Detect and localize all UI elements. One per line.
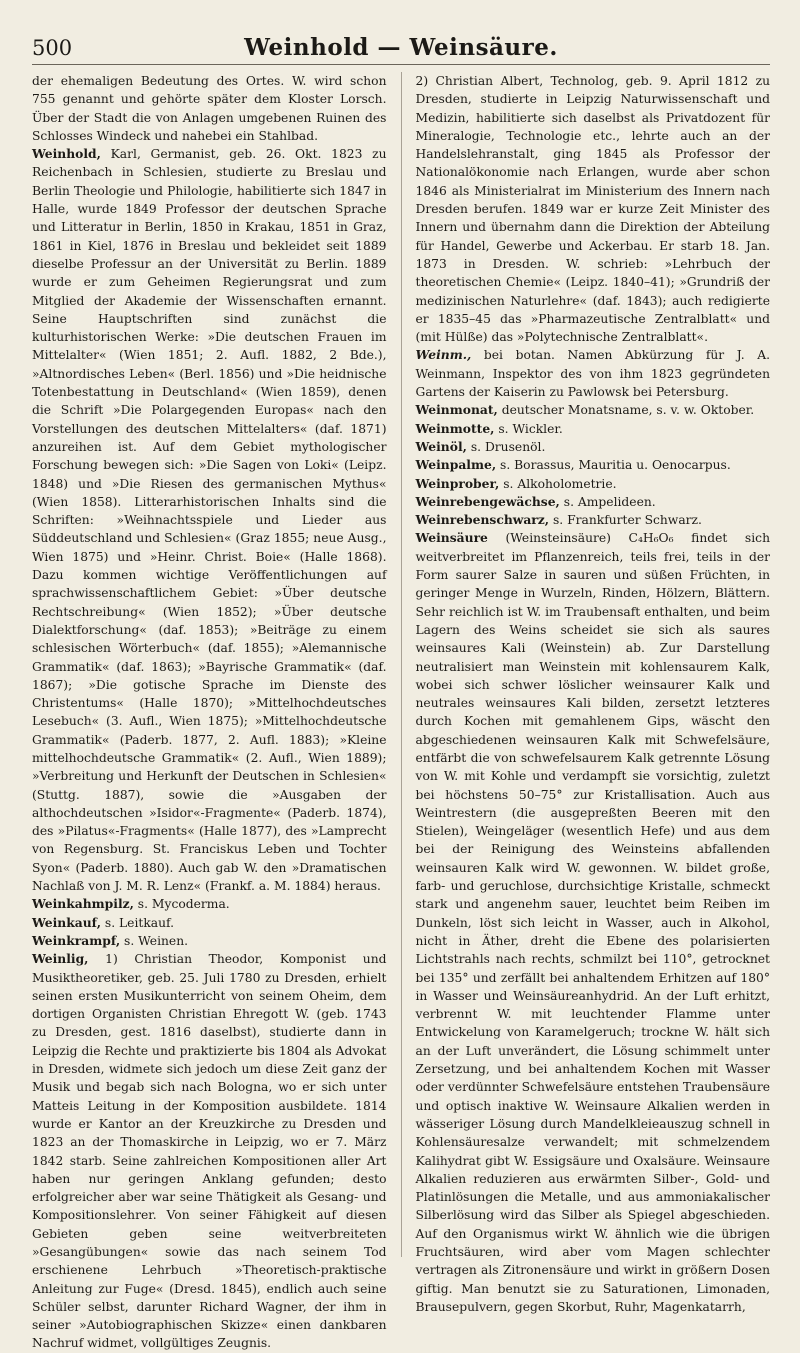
entry-text: bei botan. Namen Abkürzung für J. A. Weinmann, Inspektor des von ihm 1823 gegründeten Gartens der Kaiserin zu Pawlowsk bei Petersburg.: [415, 348, 770, 400]
entry-headword: Weinmonat,: [415, 402, 498, 418]
entry-text: 2) Christian Albert, Technolog, geb. 9. April 1812 zu Dresden, studierte in Leipzig Naturwissenschaft und Medizin, habilitierte sich daselbst als Privatdozent für Mineralogie, Technologie etc., lehrte auch an der Handelslehranstalt, ging 1845 als Professor der Nationalökonomie nach Erlangen, wurde aber schon 1846 als Ministerialrat im Ministerium des Innern nach Dresden berufen. 1849 war er kurze Zeit Minister des Innern und übernahm dann die Direktion der Abteilung für Handel, Gewerbe und Ackerbau. Er starb 18. Jan. 1873 in Dresden. W. schrieb: »Lehrbuch der theoretischen Chemie« (Leipz. 1840–41); »Grundriß der medizinischen Naturlehre« (daf. 1843); auch redigierte er 1835–45 das »Pharmazeutische Zentralblatt« und (mit Hülße) das »Polytechnische Zentralblatt«.: [415, 74, 770, 345]
page-header: [32, 30, 770, 65]
entry-text: s. Wickler.: [494, 421, 563, 436]
entry-text: s. Ampelideen.: [559, 494, 656, 509]
entry-headword: Weinsäure: [415, 530, 488, 546]
entry-abbreviation: Weinm.,: [415, 347, 472, 363]
dictionary-entry: [416, 346, 771, 401]
dictionary-entry: [416, 438, 771, 456]
dictionary-entry: [416, 493, 771, 511]
dictionary-entry: [416, 456, 771, 474]
entry-headword: Weinmotte,: [415, 420, 495, 436]
entry-headword: Weinkahmpilz,: [32, 896, 134, 912]
page-number: 500: [32, 36, 73, 60]
entry-text: s. Drusenöl.: [466, 439, 546, 454]
entry-headword: Weinöl,: [415, 438, 467, 454]
entry-text: s. Leitkauf.: [100, 915, 175, 930]
dictionary-entry: [416, 72, 771, 346]
dictionary-entry: [416, 475, 771, 493]
dictionary-entry: [416, 511, 771, 529]
dictionary-entry: [32, 72, 387, 145]
entry-text: s. Frankfurter Schwarz.: [549, 513, 702, 528]
left-column: [32, 72, 387, 1351]
dictionary-entry: [416, 529, 771, 1316]
entry-text: s. Alkoholometrie.: [499, 476, 617, 491]
dictionary-entry: [416, 420, 771, 438]
entry-text: s. Borassus, Mauritia u. Oenocarpus.: [496, 458, 731, 473]
dictionary-entry: [32, 932, 387, 950]
column-divider: [401, 72, 402, 1257]
text-columns: [32, 72, 770, 1351]
dictionary-entry: [32, 145, 387, 895]
entry-headword: Weinprober,: [415, 475, 500, 491]
entry-headword: Weinkrampf,: [32, 932, 121, 948]
dictionary-entry: [416, 401, 771, 419]
entry-text: s. Weinen.: [120, 933, 189, 948]
entry-text: s. Mycoderma.: [133, 897, 230, 912]
running-title: Weinhold — Weinsäure.: [244, 34, 558, 61]
dictionary-entry: [32, 895, 387, 913]
entry-headword: Weinlig,: [32, 951, 89, 967]
entry-headword: Weinrebengewächse,: [415, 493, 560, 509]
entry-headword: Weinhold,: [32, 146, 101, 162]
right-column: [415, 72, 771, 1314]
entry-headword: Weinkauf,: [32, 914, 101, 930]
entry-text: (Weinsteinsäure) C₄H₆O₆ findet sich weitverbreitet im Pflanzenreich, teils frei, teils in der Form saurer Salze in sauren und süßen Früchten, in geringer Menge in Wurzeln, Rinden, Hölzern, Blättern. Sehr reichlich ist W. im Traubensaft enthalten, und beim Lagern des Weins scheidet sie sich als saures weinsaures Kali (Weinstein) ab. Zur Darstellung neutralisiert man Weinstein mit kohlensaurem Kalk, wobei sich schwer löslicher weinsaurer Kalk und neutrales weinsaures Kali bilden, zersetzt letzteres durch Kochen mit gemahlenem Gips, wäscht den abgeschiedenen weinsauren Kalk mit Schwefelsäure, entfärbt die von schwefelsaurem Kalk getrennte Lösung von W. mit Kohle und verdampft sie vorsichtig, zuletzt bei höchstens 50–75° zur Kristallisation. Auch aus Weintrestern (die ausgepreßten Beeren mit den Stielen), Weingeläger (wesentlich Hefe) und aus dem bei der Reinigung des Weinsteins abfallenden weinsauren Kalk wird W. gewonnen. W. bildet große, farb- und geruchlose, durchsichtige Kristalle, schmeckt stark und angenehm sauer, leuchtet beim Reiben im Dunkeln, löst sich leicht in Wasser, auch in Alkohol, nicht in Äther, dreht die Ebene des polarisierten Lichtstrahls nach rechts, schmilzt bei 110°, getrocknet bei 135° und zerfällt bei anhaltendem Erhitzen auf 180° in Wasser und Weinsäureanhydrid. An der Luft erhitzt, verbrennt W. mit leuchtender Flamme unter Entwickelung von Karamelgeruch; trockne W. hält sich an der Luft unverändert, die Lösung schimmelt unter Zersetzung, und bei anhaltendem Kochen mit Wasser oder verdünnter Schwefelsäure entstehen Traubensäure und optisch inaktive W. Weinsaure Alkalien werden in wässeriger Lösung durch Mandelkleieauszug schnell in Kohlensäuresalze verwandelt; mit schmelzendem Kalihydrat gibt W. Essigsäure und Oxalsäure. Weinsaure Alkalien reduzieren aus erwärmten Silber-, Gold- und Platinlösungen die Metalle, und aus ammoniakalischer Silberlösung wird das Silber als Spiegel abgeschieden. Auf den Organismus wirkt W. ähnlich wie die übrigen Fruchtsäuren, wird aber vom Magen schlechter vertragen als Zitronensäure und wirkt in größern Dosen giftig. Man benutzt sie zu Saturationen, Limonaden, Brausepulvern, gegen Skorbut, Ruhr, Magenkatarrh,: [415, 531, 770, 1314]
dictionary-entry: [32, 950, 387, 1353]
entry-headword: Weinpalme,: [415, 457, 497, 473]
entry-text: Karl, Germanist, geb. 26. Okt. 1823 zu Reichenbach in Schlesien, studierte zu Breslau und Berlin Theologie und Philologie, habilitierte sich 1847 in Halle, wurde 1849 Professor der deutschen Sprache und Litteratur in Berlin, 1850 in Krakau, 1851 in Graz, 1861 in Kiel, 1876 in Breslau und bekleidet seit 1889 dieselbe Professur an der Universität zu Berlin. 1889 wurde er zum Geheimen Regierungsrat und zum Mitglied der Akademie der Wissenschaften ernannt. Seine Hauptschriften sind zunächst die kulturhistorischen Werke: »Die deutschen Frauen im Mittelalter« (Wien 1851; 2. Aufl. 1882, 2 Bde.), »Altnordisches Leben« (Berl. 1856) und »Die heidnische Totenbestattung in Deutschland« (Wien 1859), denen die Schrift »Die Polargegenden Europas« nach den Vorstellungen des deutschen Mittelalters« (daf. 1871) anzureihen ist. Auf dem Gebiet mythologischer Forschung bewegen sich: »Die Sagen von Loki« (Leipz. 1848) und »Die Riesen des germanischen Mythus« (Wien 1858). Litterarhistorischen Inhalts sind die Schriften: »Weihnachtsspiele und Lieder aus Süddeutschland und Schlesien« (Graz 1855; neue Ausg., Wien 1875) und »Heinr. Christ. Boie« (Halle 1868). Dazu kommen wichtige Veröffentlichungen auf sprachwissenschaftlichem Gebiet: »Über deutsche Rechtschreibung« (Wien 1852); »Über deutsche Dialektforschung« (daf. 1853); »Beiträge zu einem schlesischen Wörterbuch« (daf. 1855); »Alemannische Grammatik« (daf. 1863); »Bayrische Grammatik« (daf. 1867); »Die gotische Sprache im Dienste des Christentums« (Halle 1870); »Mittelhochdeutsches Lesebuch« (3. Aufl., Wien 1875); »Mittelhochdeutsche Grammatik« (Paderb. 1877, 2. Aufl. 1883); »Kleine mittelhochdeutsche Grammatik« (2. Aufl., Wien 1889); »Verbreitung und Herkunft der Deutschen in Schlesien« (Stuttg. 1887), sowie die »Ausgaben der althochdeutschen »Isidor«-Fragmente« (Paderb. 1874), des »Pilatus«-Fragments« (Halle 1877), des »Lamprecht von Regensburg. St. Franciskus Leben und Tochter Syon« (Paderb. 1880). Auch gab W. den »Dramatischen Nachlaß von J. M. R. Lenz« (Frankf. a. M. 1884) heraus.: [32, 147, 387, 894]
entry-headword: Weinrebenschwarz,: [415, 512, 550, 528]
entry-text: deutscher Monatsname, s. v. w. Oktober.: [497, 403, 755, 418]
dictionary-entry: [32, 914, 387, 932]
entry-text: der ehemaligen Bedeutung des Ortes. W. wird schon 755 genannt und gehörte später dem Kloster Lorsch. Über der Stadt die von Anlagen umgebenen Ruinen des Schlosses Windeck und nahebei ein Stahlbad.: [32, 74, 387, 143]
entry-text: 1) Christian Theodor, Komponist und Musiktheoretiker, geb. 25. Juli 1780 zu Dresden, erhielt seinen ersten Musikunterricht von seinem Oheim, dem dortigen Organisten Christian Ehregott W. (geb. 1743 zu Dresden, gest. 1816 daselbst), studierte dann in Leipzig die Rechte und praktizierte bis 1804 als Advokat in Dresden, widmete sich jedoch um diese Zeit ganz der Musik und begab sich nach Bologna, wo er sich unter Matteis Leitung in der Komposition ausbildete. 1814 wurde er Kantor an der Kreuzkirche zu Dresden und 1823 an der Thomaskirche in Leipzig, wo er 7. März 1842 starb. Seine zahlreichen Kompositionen aller Art haben nur geringen Anklang gefunden; desto erfolgreicher aber war seine Thätigkeit als Gesang- und Kompositionslehrer. Von seiner Fähigkeit auf diesen Gebieten geben seine weitverbreiteten »Gesangübungen« sowie das nach seinem Tod erschienene Lehrbuch »Theoretisch-praktische Anleitung zur Fuge« (Dresd. 1845), endlich auch seine Schüler selbst, darunter Richard Wagner, der ihm in seiner »Autobiographischen Skizze« einen dankbaren Nachruf widmet, vollgültiges Zeugnis.: [32, 952, 387, 1351]
